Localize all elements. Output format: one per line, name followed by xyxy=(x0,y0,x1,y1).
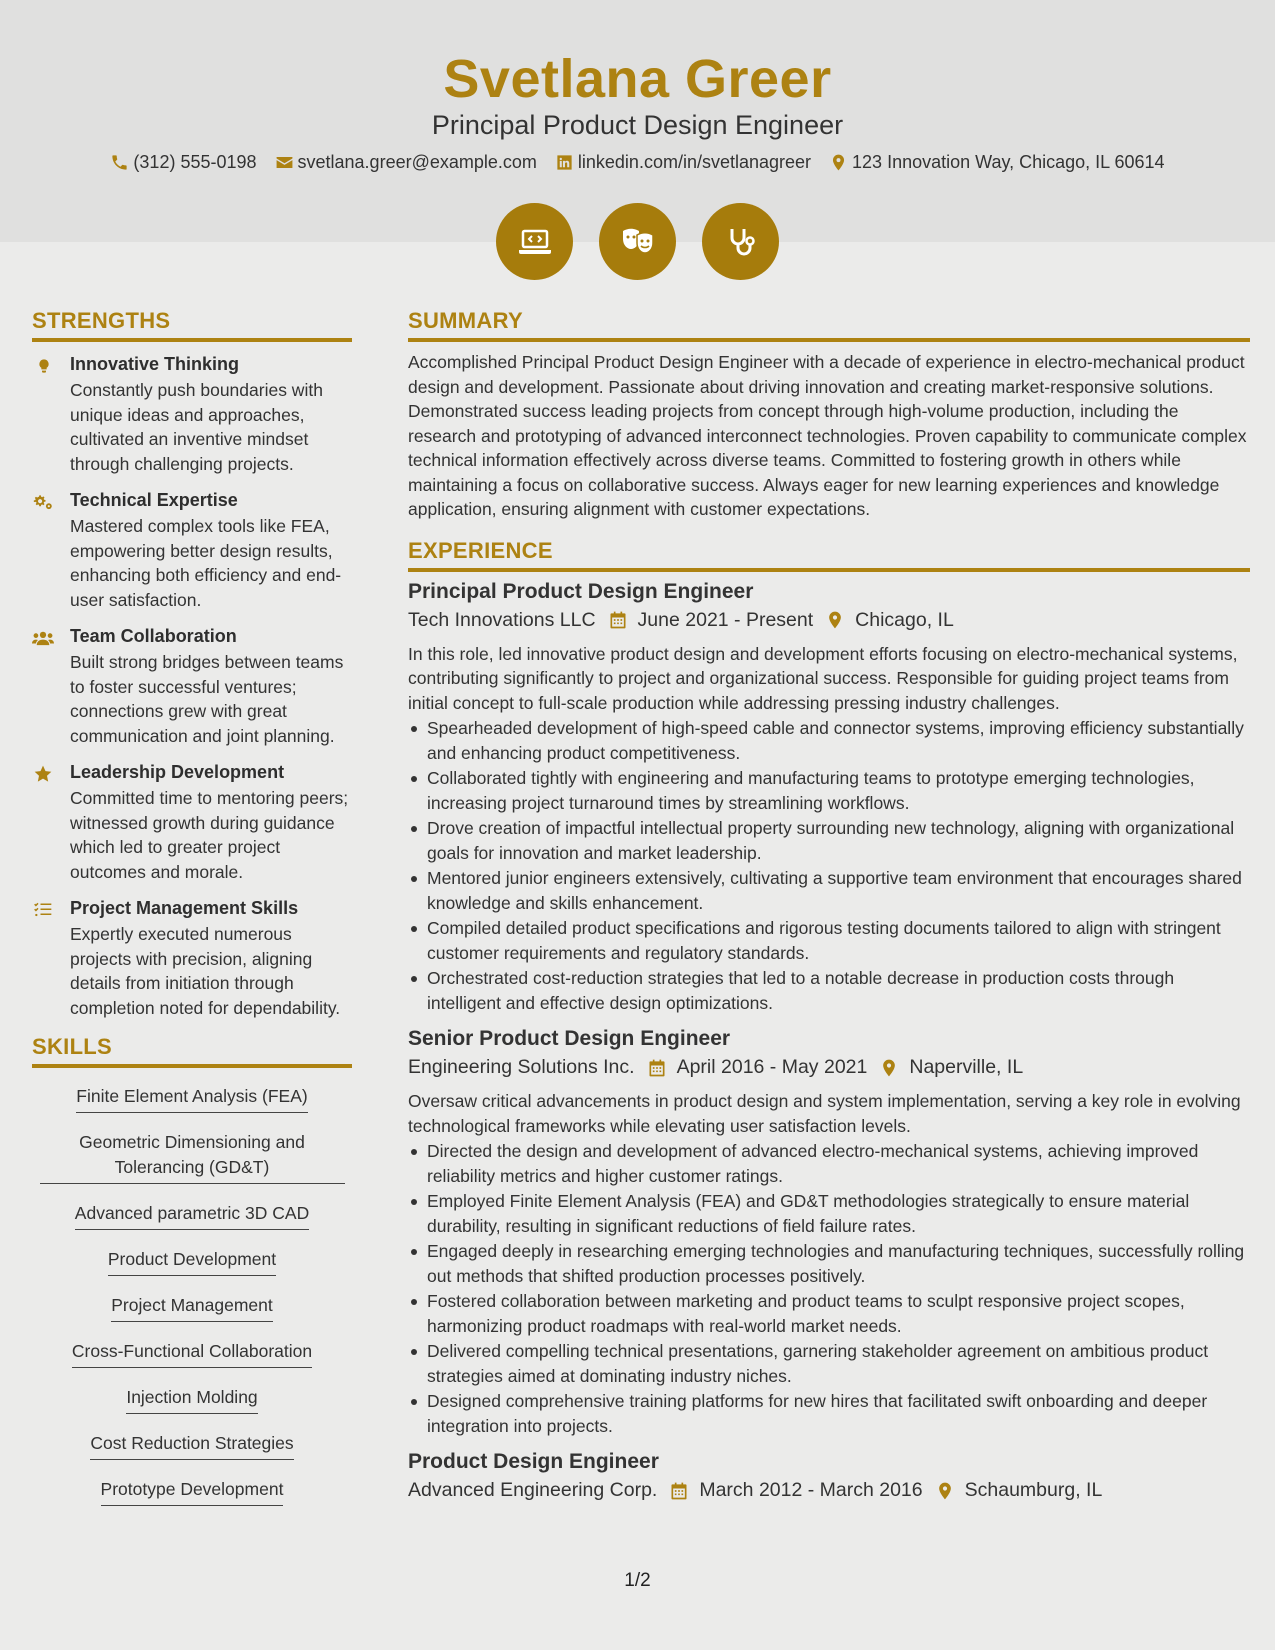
contact-linkedin-text[interactable]: linkedin.com/in/svetlanagreer xyxy=(577,152,812,172)
skills-list xyxy=(32,1084,352,1523)
strengths-heading: STRENGTHS xyxy=(32,308,352,342)
job-dates: June 2021 - Present xyxy=(637,608,814,631)
job-bullet: Delivered compelling technical presentations, garnering stakeholder agreement on ambitious product strategies aimed at dominating industry niches. xyxy=(408,1339,1250,1388)
job-bullets xyxy=(408,716,1250,1015)
job-description: In this role, led innovative product design and development efforts focusing on electro-mechanical systems, contributing significantly to project and organizational success. Responsible for guiding project teams from initial concept to full-scale production while addressing pressing industry challenges. xyxy=(408,643,1238,713)
job-entry xyxy=(408,1027,1250,1438)
map-pin-icon xyxy=(879,1058,899,1078)
laptop-code-icon xyxy=(515,222,555,262)
interest-circle xyxy=(599,203,676,280)
interest-circle xyxy=(496,203,573,280)
job-bullet: Spearheaded development of high-speed cable and connector systems, improving efficiency substantially and enhancing product competitiveness. xyxy=(408,716,1250,765)
calendar-icon xyxy=(669,1481,689,1501)
job-role: Product Design Engineer xyxy=(408,1450,659,1473)
job-location: Naperville, IL xyxy=(909,1056,1024,1078)
job-meta xyxy=(408,1479,1250,1502)
strength-item xyxy=(32,626,352,748)
strength-text: Expertly executed numerous projects with precision, aligning details from initiation through completion noted for dependability. xyxy=(70,924,341,1018)
theater-masks-icon xyxy=(618,222,658,262)
job-description: Oversaw critical advancements in product design and system implementation, serving a key role in evolving technological frameworks while elevating user satisfaction levels. xyxy=(408,1091,1241,1136)
strength-title: Technical Expertise xyxy=(70,490,238,510)
summary-text: Accomplished Principal Product Design Engineer with a decade of experience in electro-mechanical product design and development. Passionate about driving innovation and creating market-responsive solutions. Demonstrated success leading projects from concept through high-volume production, including the research and prototyping of advanced interconnect technologies. Proven capability to communicate complex technical information effectively across diverse teams. Committed to fostering growth in others while maintaining a focus on collaborative success. Always eager for new learning experiences and knowledge application, ensuring alignment with customer expectations. xyxy=(408,352,1247,519)
job-entry xyxy=(408,1450,1250,1502)
calendar-icon xyxy=(647,1058,667,1078)
job-bullet: Fostered collaboration between marketing and product teams to sculpt responsive project scopes, harmonizing product roadmaps with real-world market needs. xyxy=(408,1289,1250,1338)
job-meta xyxy=(408,609,1250,632)
strength-title: Project Management Skills xyxy=(70,898,299,918)
strength-text: Committed time to mentoring peers; witnessed growth during guidance which led to greater project outcomes and morale. xyxy=(70,788,349,882)
job-location: Schaumburg, IL xyxy=(964,1479,1103,1501)
contact-phone xyxy=(110,152,256,173)
skill-item: Injection Molding xyxy=(126,1385,257,1414)
page-number: 1/2 xyxy=(624,1570,651,1591)
job-entry xyxy=(408,580,1250,1016)
skills-heading: SKILLS xyxy=(32,1034,352,1068)
contact-address-text: 123 Innovation Way, Chicago, IL 60614 xyxy=(852,152,1165,172)
stethoscope-icon xyxy=(721,222,761,262)
skill-item: Cross-Functional Collaboration xyxy=(72,1339,312,1368)
calendar-icon xyxy=(608,610,628,630)
job-company: Engineering Solutions Inc. xyxy=(408,1056,635,1078)
skill-item: Project Management xyxy=(111,1293,272,1322)
job-dates: March 2012 - March 2016 xyxy=(699,1479,923,1501)
interest-circle xyxy=(702,203,779,280)
envelope-icon xyxy=(275,153,294,172)
summary-heading: SUMMARY xyxy=(408,308,1250,342)
phone-icon xyxy=(110,153,129,172)
strength-title: Innovative Thinking xyxy=(70,354,240,374)
experience-heading: EXPERIENCE xyxy=(408,538,1250,572)
job-location: Chicago, IL xyxy=(855,608,954,631)
contact-phone-text: (312) 555-0198 xyxy=(133,152,257,172)
job-bullet: Mentored junior engineers extensively, cultivating a supportive team environment that encourages shared knowledge and skills enhancement. xyxy=(408,866,1250,915)
strength-text: Constantly push boundaries with unique ideas and approaches, cultivated an inventive mindset through challenging projects. xyxy=(70,380,323,474)
map-pin-icon xyxy=(829,153,848,172)
tasks-icon xyxy=(32,900,54,920)
job-company: Tech Innovations LLC xyxy=(408,608,596,631)
strength-item xyxy=(32,354,352,476)
job-bullet: Engaged deeply in researching emerging technologies and manufacturing techniques, successfully rolling out methods that shifted production processes positively. xyxy=(408,1239,1250,1288)
job-role: Senior Product Design Engineer xyxy=(408,1027,731,1050)
job-dates: April 2016 - May 2021 xyxy=(676,1056,868,1078)
strength-text: Built strong bridges between teams to foster successful ventures; connections grew with great communication and joint planning. xyxy=(70,652,344,746)
star-icon xyxy=(32,764,54,784)
users-icon xyxy=(32,628,54,648)
job-company: Advanced Engineering Corp. xyxy=(408,1479,658,1501)
strength-title: Leadership Development xyxy=(70,762,285,782)
lightbulb-icon xyxy=(36,356,52,376)
skills-section xyxy=(32,1034,352,1523)
job-bullet: Collaborated tightly with engineering and manufacturing teams to prototype emerging technologies, increasing project turnaround times by streamlining workflows. xyxy=(408,766,1250,815)
linkedin-icon xyxy=(555,153,574,172)
contact-address xyxy=(829,152,1165,173)
strength-item xyxy=(32,762,352,884)
strength-title: Team Collaboration xyxy=(70,626,237,646)
candidate-name: Svetlana Greer xyxy=(443,49,832,109)
cogs-icon xyxy=(32,492,54,512)
job-bullet: Drove creation of impactful intellectual property surrounding new technology, aligning with organizational goals for innovation and market leadership. xyxy=(408,816,1250,865)
strength-item xyxy=(32,898,352,1020)
job-bullet: Employed Finite Element Analysis (FEA) and GD&T methodologies strategically to ensure material durability, resulting in significant reductions of field failure rates. xyxy=(408,1189,1250,1238)
interest-icons xyxy=(0,203,1275,280)
job-role: Principal Product Design Engineer xyxy=(408,579,754,603)
job-meta xyxy=(408,1056,1250,1079)
contact-email-text[interactable]: svetlana.greer@example.com xyxy=(297,152,537,172)
contact-linkedin[interactable] xyxy=(555,152,811,173)
job-bullet: Compiled detailed product specifications and rigorous testing documents tailored to align with stringent customer requirements and regulatory standards. xyxy=(408,916,1250,965)
map-pin-icon xyxy=(825,610,845,630)
contact-email[interactable] xyxy=(275,152,537,173)
skill-item: Advanced parametric 3D CAD xyxy=(75,1201,309,1230)
skill-item: Finite Element Analysis (FEA) xyxy=(76,1084,307,1113)
right-column xyxy=(408,308,1250,1512)
skill-item: Cost Reduction Strategies xyxy=(90,1431,293,1460)
skill-item: Prototype Development xyxy=(101,1477,284,1506)
strength-item xyxy=(32,490,352,612)
candidate-title: Principal Product Design Engineer xyxy=(431,110,844,140)
left-column xyxy=(32,308,352,1523)
job-bullets xyxy=(408,1139,1250,1438)
contact-bar xyxy=(0,152,1275,173)
map-pin-icon xyxy=(935,1481,955,1501)
job-bullet: Directed the design and development of advanced electro-mechanical systems, achieving improved reliability metrics and higher customer ratings. xyxy=(408,1139,1250,1188)
job-bullet: Orchestrated cost-reduction strategies that led to a notable decrease in production costs through intelligent and effective design optimizations. xyxy=(408,966,1250,1015)
skill-item: Geometric Dimensioning and Tolerancing (GD&T) xyxy=(40,1130,345,1184)
skill-item: Product Development xyxy=(108,1247,276,1276)
job-bullet: Designed comprehensive training platforms for new hires that facilitated swift onboarding and deeper integration into projects. xyxy=(408,1389,1250,1438)
strength-text: Mastered complex tools like FEA, empowering better design results, enhancing both efficiency and end-user satisfaction. xyxy=(70,516,342,610)
